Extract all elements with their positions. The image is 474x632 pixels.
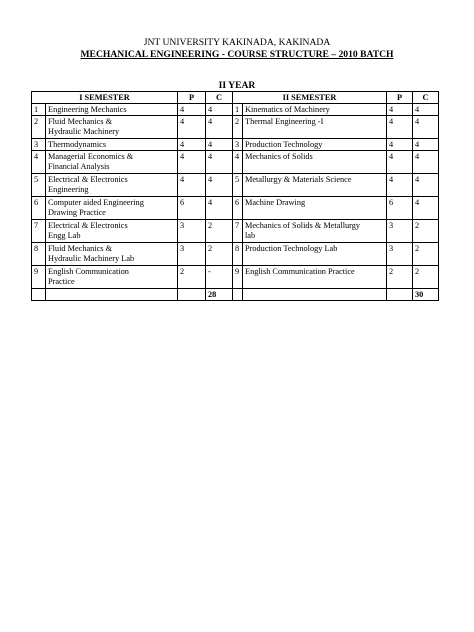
- subject-sem2: Metallurgy & Materials Science: [243, 174, 387, 197]
- subject-sem1: English Communication Practice: [46, 266, 178, 289]
- row-num-sem2: 6: [233, 197, 243, 220]
- col-header-sem1: I SEMESTER: [32, 92, 178, 104]
- credits-sem1: -: [206, 266, 233, 289]
- row-num-sem1: 2: [32, 116, 46, 139]
- credits-sem1: 4: [206, 197, 233, 220]
- credits-sem2: 2: [413, 243, 439, 266]
- subject-sem2: Thermal Engineering -I: [243, 116, 387, 139]
- table-row: [32, 174, 439, 197]
- col-header-c2: C: [413, 92, 439, 104]
- year-heading: II YEAR: [218, 80, 256, 91]
- subject-sem1: Thermodynamics: [46, 139, 178, 151]
- periods-sem1: 6: [178, 197, 206, 220]
- table-row: [32, 266, 439, 289]
- periods-sem2: 4: [387, 151, 413, 174]
- col-header-p2: P: [387, 92, 413, 104]
- credits-sem1: 4: [206, 151, 233, 174]
- subject-sem2: Production Technology: [243, 139, 387, 151]
- subject-sem2: Mechanics of Solids: [243, 151, 387, 174]
- empty-cell: [178, 289, 206, 301]
- subject-sem1: Fluid Mechanics & Hydraulic Machinery: [46, 116, 178, 139]
- table-row: [32, 104, 439, 116]
- row-num-sem2: 2: [233, 116, 243, 139]
- col-header-p1: P: [178, 92, 206, 104]
- course-table: [31, 91, 439, 301]
- credits-sem1: 2: [206, 220, 233, 243]
- subject-sem1: Fluid Mechanics & Hydraulic Machinery Lab: [46, 243, 178, 266]
- subject-sem2: English Communication Practice: [243, 266, 387, 289]
- empty-cell: [387, 289, 413, 301]
- periods-sem1: 4: [178, 104, 206, 116]
- subject-sem2: Machine Drawing: [243, 197, 387, 220]
- row-num-sem1: 4: [32, 151, 46, 174]
- row-num-sem2: 3: [233, 139, 243, 151]
- periods-sem1: 3: [178, 220, 206, 243]
- credits-sem2: 4: [413, 139, 439, 151]
- row-num-sem1: 6: [32, 197, 46, 220]
- credits-sem2: 4: [413, 174, 439, 197]
- periods-sem2: 3: [387, 243, 413, 266]
- periods-sem2: 4: [387, 174, 413, 197]
- periods-sem1: 4: [178, 139, 206, 151]
- table-row: [32, 139, 439, 151]
- periods-sem2: 4: [387, 139, 413, 151]
- row-num-sem1: 7: [32, 220, 46, 243]
- course-structure-title: MECHANICAL ENGINEERING - COURSE STRUCTURE – 2010 BATCH: [80, 49, 394, 60]
- table-header-row: [32, 92, 439, 104]
- row-num-sem2: 9: [233, 266, 243, 289]
- subject-sem2: Mechanics of Solids & Metallurgy lab: [243, 220, 387, 243]
- periods-sem2: 3: [387, 220, 413, 243]
- row-num-sem1: 9: [32, 266, 46, 289]
- periods-sem2: 6: [387, 197, 413, 220]
- periods-sem2: 4: [387, 116, 413, 139]
- total-credits-sem2: 30: [413, 289, 439, 301]
- row-num-sem2: 7: [233, 220, 243, 243]
- credits-sem2: 2: [413, 266, 439, 289]
- credits-sem1: 4: [206, 104, 233, 116]
- row-num-sem2: 4: [233, 151, 243, 174]
- periods-sem1: 4: [178, 174, 206, 197]
- row-num-sem1: 1: [32, 104, 46, 116]
- empty-cell: [32, 289, 46, 301]
- periods-sem1: 4: [178, 116, 206, 139]
- table-row: [32, 151, 439, 174]
- subject-sem1: Electrical & Electronics Engg Lab: [46, 220, 178, 243]
- credits-sem1: 4: [206, 139, 233, 151]
- periods-sem1: 2: [178, 266, 206, 289]
- periods-sem2: 2: [387, 266, 413, 289]
- credits-sem2: 4: [413, 116, 439, 139]
- subject-sem2: Kinematics of Machinery: [243, 104, 387, 116]
- empty-cell: [233, 289, 243, 301]
- periods-sem1: 3: [178, 243, 206, 266]
- empty-cell: [243, 289, 387, 301]
- credits-sem1: 2: [206, 243, 233, 266]
- subject-sem2: Production Technology Lab: [243, 243, 387, 266]
- row-num-sem1: 3: [32, 139, 46, 151]
- col-header-sem2: II SEMESTER: [233, 92, 387, 104]
- credits-sem2: 4: [413, 104, 439, 116]
- table-row: [32, 116, 439, 139]
- row-num-sem1: 8: [32, 243, 46, 266]
- credits-sem2: 4: [413, 197, 439, 220]
- empty-cell: [46, 289, 178, 301]
- subject-sem1: Computer aided Engineering Drawing Practice: [46, 197, 178, 220]
- periods-sem1: 4: [178, 151, 206, 174]
- credits-sem2: 2: [413, 220, 439, 243]
- table-row: [32, 243, 439, 266]
- row-num-sem2: 8: [233, 243, 243, 266]
- row-num-sem2: 1: [233, 104, 243, 116]
- table-row: [32, 220, 439, 243]
- subject-sem1: Electrical & Electronics Engineering: [46, 174, 178, 197]
- credits-sem1: 4: [206, 116, 233, 139]
- subject-sem1: Managerial Economics & Financial Analysis: [46, 151, 178, 174]
- row-num-sem2: 5: [233, 174, 243, 197]
- credits-sem2: 4: [413, 151, 439, 174]
- totals-row: [32, 289, 439, 301]
- total-credits-sem1: 28: [206, 289, 233, 301]
- table-row: [32, 197, 439, 220]
- periods-sem2: 4: [387, 104, 413, 116]
- subject-sem1: Engineering Mechanics: [46, 104, 178, 116]
- university-title: JNT UNIVERSITY KAKINADA, KAKINADA: [143, 37, 331, 48]
- row-num-sem1: 5: [32, 174, 46, 197]
- col-header-c1: C: [206, 92, 233, 104]
- credits-sem1: 4: [206, 174, 233, 197]
